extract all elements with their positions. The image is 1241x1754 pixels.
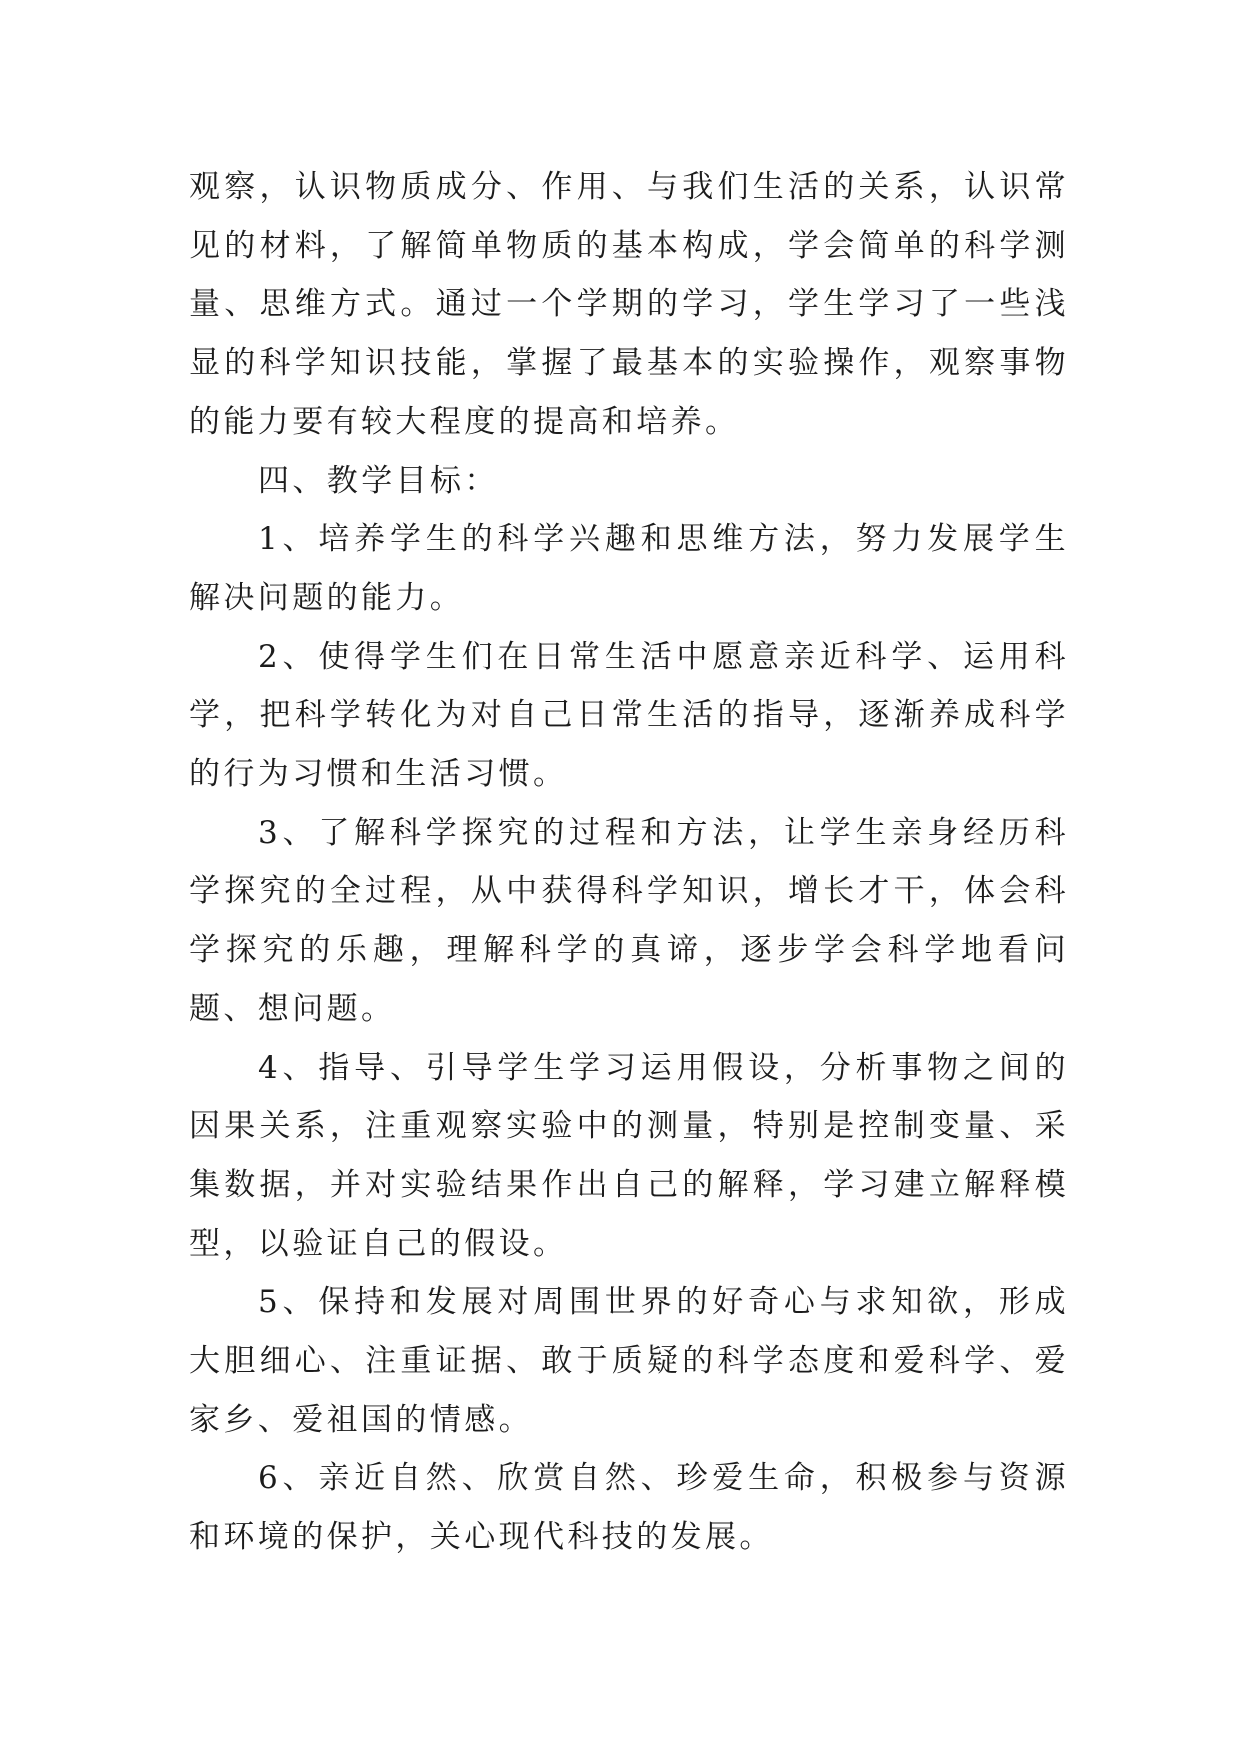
document-body [189, 158, 1069, 1567]
goal-item-3: 3、了解科学探究的过程和方法，让学生亲身经历科学探究的全过程，从中获得科学知识，增长才干，体会科学探究的乐趣，理解科学的真谛，逐步学会科学地看问题、想问题。 [189, 814, 1069, 1027]
goal-item-1: 1、培养学生的科学兴趣和思维方法，努力发展学生解决问题的能力。 [189, 521, 1069, 616]
goal-item-4: 4、指导、引导学生学习运用假设，分析事物之间的因果关系，注重观察实验中的测量，特别是控制变量、采集数据，并对实验结果作出自己的解释，学习建立解释模型，以验证自己的假设。 [189, 1049, 1069, 1262]
paragraph-intro-continued: 观察，认识物质成分、作用、与我们生活的关系，认识常见的材料，了解简单物质的基本构成，学会简单的科学测量、思维方式。通过一个学期的学习，学生学习了一些浅显的科学知识技能，掌握了最基本的实验操作，观察事物的能力要有较大程度的提高和培养。 [189, 169, 1069, 440]
goal-item-2: 2、使得学生们在日常生活中愿意亲近科学、运用科学，把科学转化为对自己日常生活的指导，逐渐养成科学的行为习惯和生活习惯。 [189, 638, 1069, 793]
section-heading-teaching-goals: 四、教学目标： [258, 462, 499, 499]
goal-item-5: 5、保持和发展对周围世界的好奇心与求知欲，形成大胆细心、注重证据、敢于质疑的科学态度和爱科学、爱家乡、爱祖国的情感。 [189, 1284, 1069, 1438]
goal-item-6: 6、亲近自然、欣赏自然、珍爱生命，积极参与资源和环境的保护，关心现代科技的发展。 [189, 1460, 1069, 1556]
